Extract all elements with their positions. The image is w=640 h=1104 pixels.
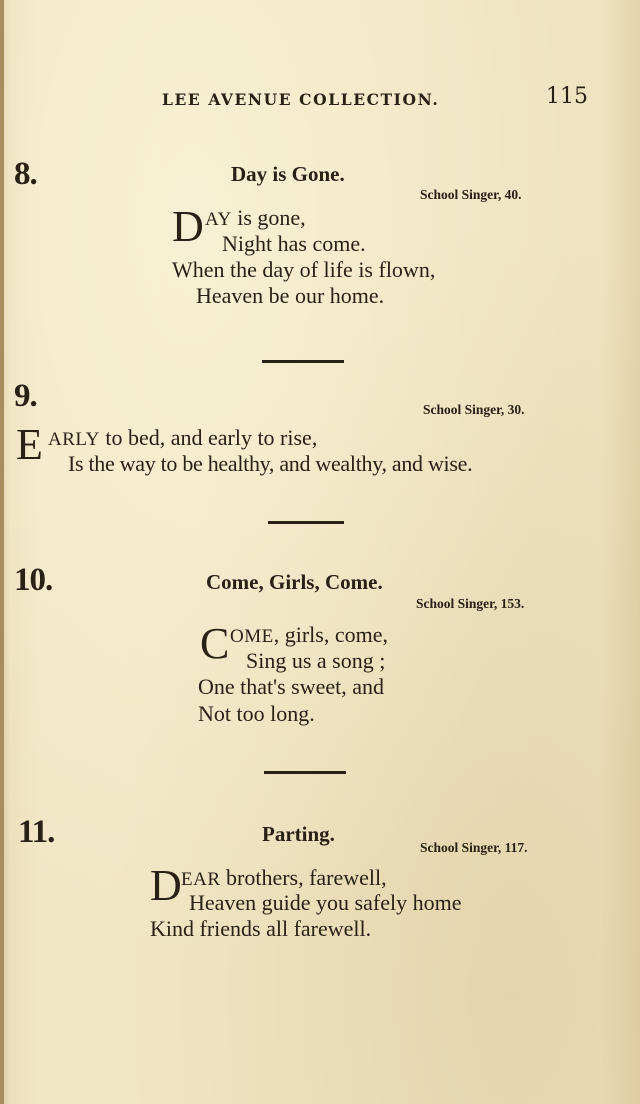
drop-cap: D xyxy=(172,202,204,251)
hymn-number: 10. xyxy=(14,562,53,598)
hymn-number: 11. xyxy=(18,814,55,850)
page-number: 115 xyxy=(546,84,588,109)
tune-reference: School Singer, 117. xyxy=(420,840,528,855)
hymn-number: 8. xyxy=(14,156,37,192)
section-divider xyxy=(262,360,344,363)
section-divider xyxy=(268,521,344,524)
section-divider xyxy=(264,771,346,774)
tune-reference: School Singer, 153. xyxy=(416,596,525,611)
hymn-title: Parting. xyxy=(262,822,335,846)
hymn-number: 9. xyxy=(14,378,37,414)
verse-line: Night has come. xyxy=(222,231,366,256)
drop-cap: E xyxy=(16,420,43,469)
verse-line xyxy=(230,622,388,648)
verse-line: Heaven guide you safely home xyxy=(189,890,462,915)
drop-cap: C xyxy=(200,619,230,668)
verse-line xyxy=(205,205,306,231)
drop-cap: D xyxy=(150,861,182,910)
first-word-caps: ARLY xyxy=(48,429,100,450)
first-word-caps: EAR xyxy=(181,869,221,890)
verse-line-text: brothers, farewell, xyxy=(220,865,387,890)
first-word-caps: OME xyxy=(230,626,274,647)
first-word-caps: AY xyxy=(205,209,232,230)
verse-line: When the day of life is flown, xyxy=(172,257,436,282)
verse-line xyxy=(181,865,387,891)
verse-line-text: to bed, and early to rise, xyxy=(99,425,318,450)
verse-line: Kind friends all farewell. xyxy=(150,916,372,941)
verse-line: Is the way to be healthy, and wealthy, and wise. xyxy=(68,451,473,476)
tune-reference: School Singer, 40. xyxy=(420,187,522,202)
verse-line: One that's sweet, and xyxy=(198,674,385,699)
verse-line-text: is gone, xyxy=(231,205,306,230)
running-header: LEE AVENUE COLLECTION. xyxy=(162,90,440,109)
tune-reference: School Singer, 30. xyxy=(423,402,525,417)
verse-line: Sing us a song ; xyxy=(246,648,386,673)
verse-line-text: , girls, come, xyxy=(273,622,388,647)
page-spine-edge xyxy=(0,0,4,1104)
verse-line: Not too long. xyxy=(198,701,315,726)
hymn-title: Day is Gone. xyxy=(231,162,345,186)
verse-line: Heaven be our home. xyxy=(196,283,385,308)
verse-line xyxy=(48,425,317,451)
hymn-title: Come, Girls, Come. xyxy=(206,570,383,594)
